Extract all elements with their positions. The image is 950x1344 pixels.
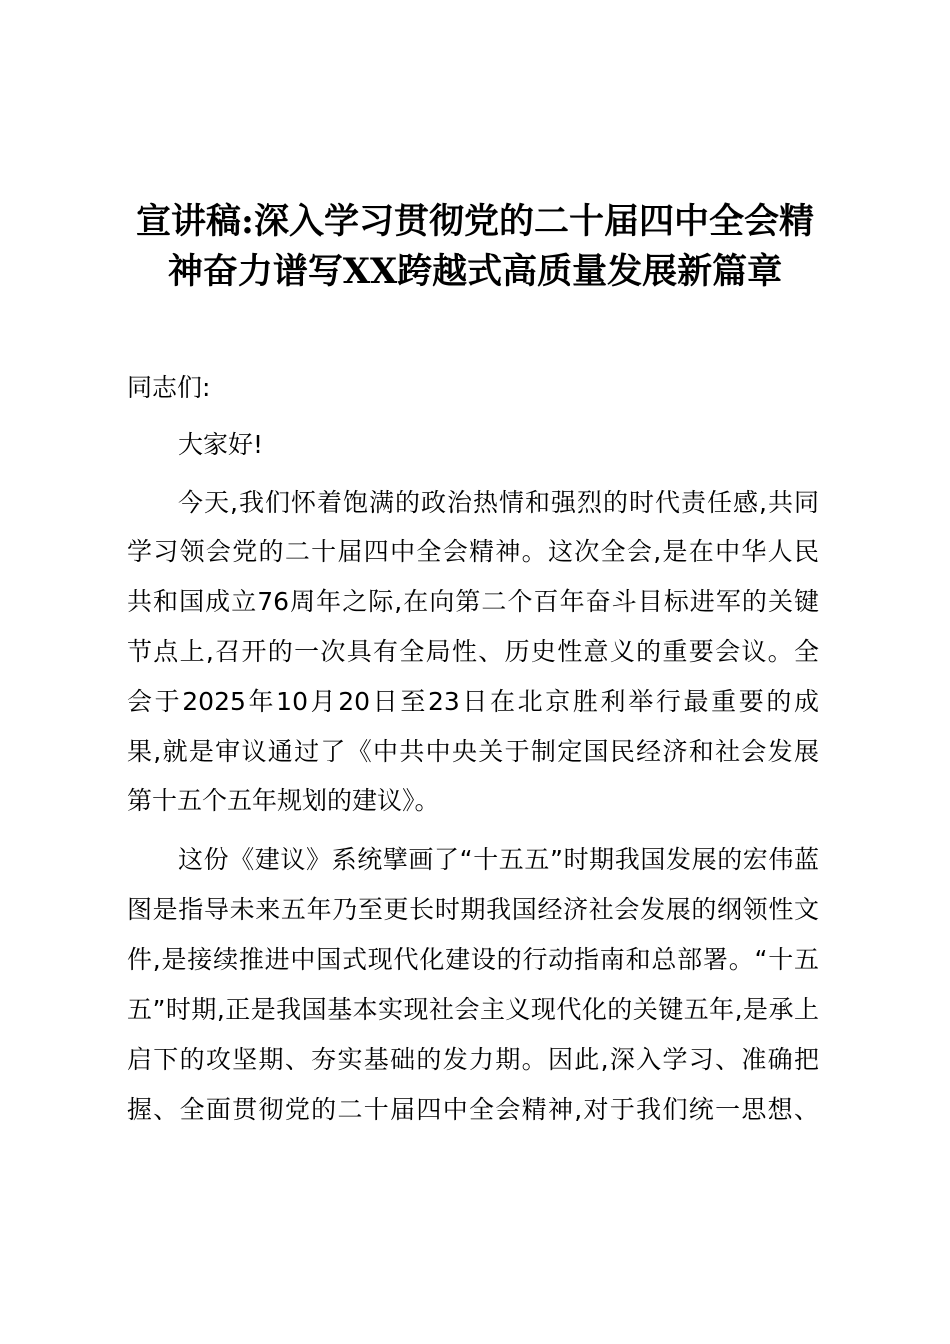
document-title-line-1: 宣讲稿:深入学习贯彻党的二十届四中全会精 <box>136 201 814 242</box>
paragraph-line: 握、全面贯彻党的二十届四中全会精神,对于我们统一思想、 <box>127 1095 819 1124</box>
paragraph-line: 学习领会党的二十届四中全会精神。这次全会,是在中华人民 <box>127 537 819 566</box>
document-title-line-2: 神奋力谱写XX跨越式高质量发展新篇章 <box>167 251 783 292</box>
paragraph-line: 五”时期,正是我国基本实现社会主义现代化的关键五年,是承上 <box>127 995 819 1024</box>
paragraph-line: 件,是接续推进中国式现代化建设的行动指南和总部署。“十五 <box>127 945 819 974</box>
paragraph-line: 第十五个五年规划的建议》。 <box>127 786 440 815</box>
paragraph-line: 会于2025年10月20日至23日在北京胜利举行最重要的成 <box>127 687 819 716</box>
paragraph-line: 图是指导未来五年乃至更长时期我国经济社会发展的纲领性文 <box>127 895 819 924</box>
paragraph-line: 果,就是审议通过了《中共中央关于制定国民经济和社会发展 <box>127 737 819 766</box>
paragraph-line: 这份《建议》系统擘画了“十五五”时期我国发展的宏伟蓝 <box>178 845 819 874</box>
paragraph-line: 共和国成立76周年之际,在向第二个百年奋斗目标进军的关键 <box>127 587 819 616</box>
paragraph-line: 今天,我们怀着饱满的政治热情和强烈的时代责任感,共同 <box>178 488 819 517</box>
greeting: 大家好! <box>178 430 264 459</box>
paragraph-line: 启下的攻坚期、夯实基础的发力期。因此,深入学习、准确把 <box>127 1045 819 1074</box>
paragraph-line: 节点上,召开的一次具有全局性、历史性意义的重要会议。全 <box>127 637 819 666</box>
salutation: 同志们: <box>127 373 211 402</box>
